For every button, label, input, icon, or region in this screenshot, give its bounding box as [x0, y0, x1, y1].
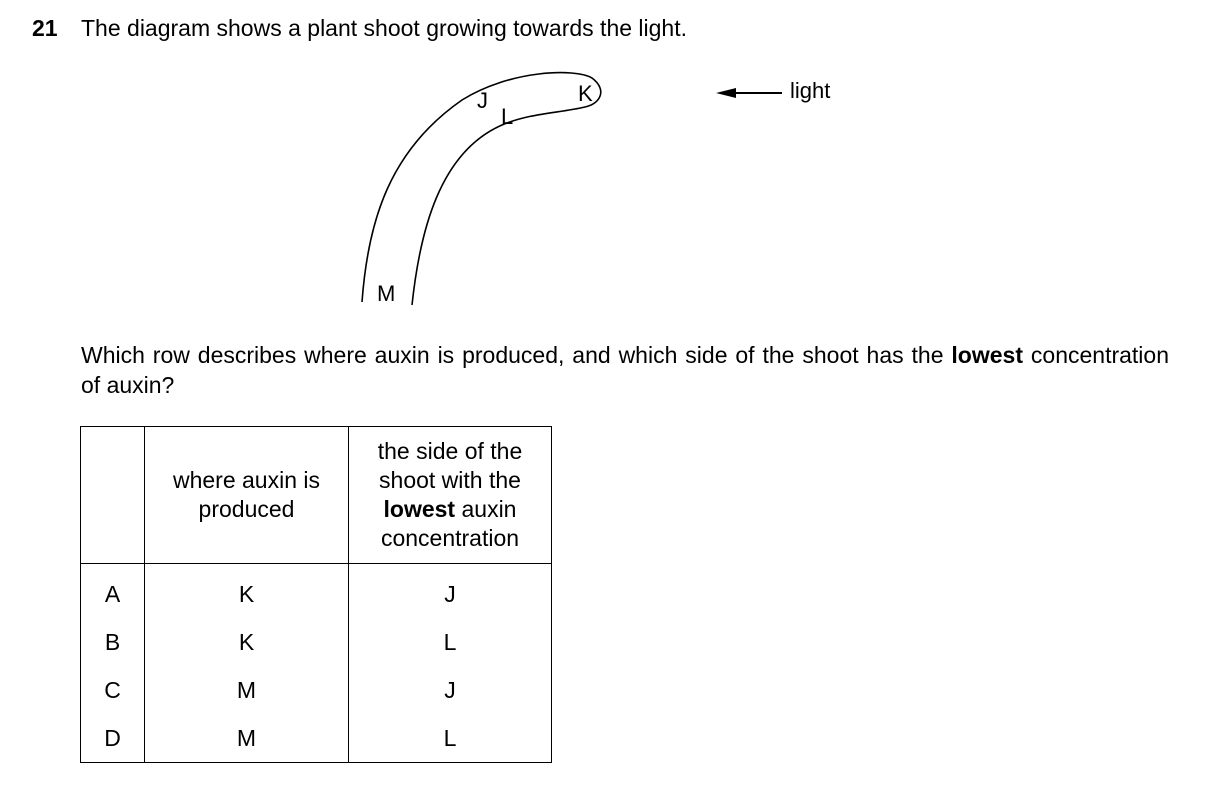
table-row: [81, 666, 552, 714]
left-arrow-icon: [716, 88, 782, 98]
prompt-text-start: Which row describes where auxin is produced, and which side of the shoot has the: [81, 342, 952, 368]
header-side-bold: lowest: [383, 496, 456, 522]
row-side: J: [349, 666, 552, 714]
header-lowest-side: [349, 427, 552, 564]
row-side: J: [349, 564, 552, 619]
row-where: K: [145, 618, 349, 666]
table-row: [81, 714, 552, 763]
table-row: [81, 564, 552, 619]
question-text: The diagram shows a plant shoot growing towards the light.: [81, 15, 687, 41]
row-side: L: [349, 618, 552, 666]
answer-table-header-row: [81, 427, 552, 564]
header-side-text-start: the side of the shoot with the: [377, 438, 523, 493]
shoot-diagram: [0, 0, 1209, 330]
question-number: 21: [32, 15, 58, 41]
row-where: K: [145, 564, 349, 619]
prompt-text-end: concentration of auxin?: [81, 342, 1169, 398]
row-letter: D: [81, 714, 145, 763]
light-label: light: [790, 78, 831, 103]
row-where: M: [145, 714, 349, 763]
row-letter: C: [81, 666, 145, 714]
row-where: M: [145, 666, 349, 714]
answer-table: [80, 426, 552, 763]
label-m: M: [377, 281, 396, 306]
label-k: K: [578, 81, 593, 106]
header-side-text: [365, 437, 535, 553]
row-letter: A: [81, 564, 145, 619]
prompt-bold-word: lowest: [951, 342, 1023, 368]
header-side-text-end: auxin concentration: [380, 496, 520, 551]
row-letter: B: [81, 618, 145, 666]
header-where-produced: [145, 427, 349, 564]
label-j: J: [477, 88, 488, 113]
table-row: [81, 618, 552, 666]
header-where-text: where auxin is produced: [172, 467, 321, 522]
question-prompt: [81, 340, 1169, 400]
label-l: L: [501, 104, 514, 129]
header-letter-cell: [81, 427, 145, 564]
row-side: L: [349, 714, 552, 763]
